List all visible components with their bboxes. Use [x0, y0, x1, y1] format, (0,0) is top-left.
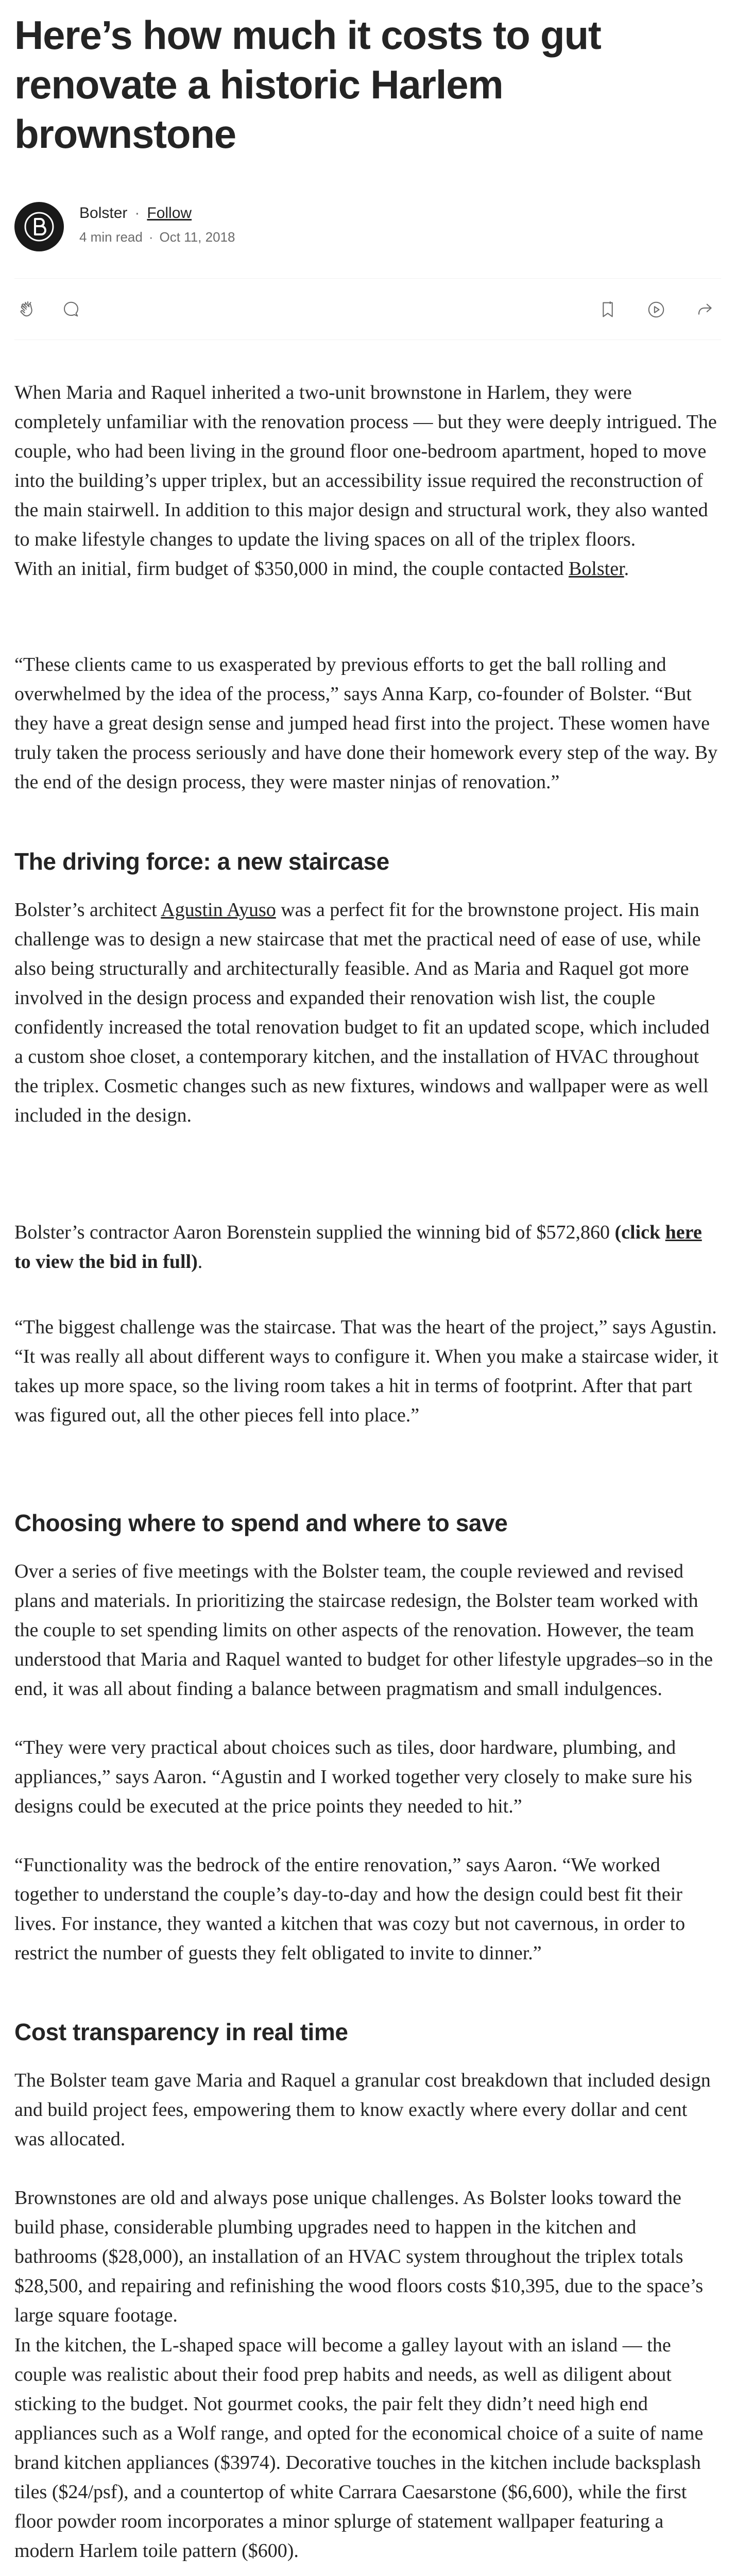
- separator-dot: ·: [148, 229, 153, 245]
- author-avatar[interactable]: [14, 202, 64, 251]
- quote-paragraph: “The biggest challenge was the staircase. That was the heart of the project,” says Agustin. “It was really all about different ways to configure it. When you make a staircase wider, it takes up more space, so the living room takes a hit in terms of footprint. After that part was figured out, all the other pieces fell into place.”: [14, 1316, 718, 1426]
- paragraph: [14, 1218, 721, 1277]
- section-heading: Cost transparency in real time: [14, 2019, 348, 2045]
- follow-button[interactable]: Follow: [147, 205, 192, 222]
- paragraph: [14, 895, 721, 1130]
- bolster-link[interactable]: Bolster: [568, 558, 624, 580]
- bookmark-icon[interactable]: [597, 299, 618, 320]
- paragraph: Brownstones are old and always pose unique challenges. As Bolster looks toward the build phase, considerable plumbing upgrades need to happen in the kitchen and bathrooms ($28,000), an installation of an HVAC system throughout the triplex totals $28,500, and repairing and refinishing the wood floors costs $10,395, due to the space’s large square footage.: [14, 2187, 704, 2326]
- byline: [14, 198, 721, 255]
- author-name[interactable]: Bolster: [79, 205, 128, 222]
- article-meta: [79, 228, 235, 246]
- paragraph: In the kitchen, the L-shaped space will become a galley layout with an island — the couple was realistic about their food prep habits and needs, as well as diligent about sticking to the budget. Not gourmet cooks, the pair felt they didn’t need high end appliances such as a Wolf range, and opted for the economical choice of a suite of name brand kitchen appliances ($3974). Decorative touches in the kitchen include backsplash tiles ($24/psf), and a countertop of white Carrara Caesarstone ($6,600), while the first floor powder room incorporates a minor splurge of statement wallpaper featuring a modern Harlem toile pattern ($600).: [14, 2334, 704, 2562]
- bid-callout-text: (click: [614, 1222, 665, 1243]
- paragraph-text: Bolster’s contractor Aaron Borenstein supplied the winning bid of $572,860: [14, 1222, 615, 1243]
- publish-date: Oct 11, 2018: [159, 229, 235, 245]
- separator-dot: ·: [134, 205, 140, 222]
- read-time: 4 min read: [79, 229, 143, 245]
- clap-icon[interactable]: [18, 299, 38, 320]
- paragraph-text: .: [624, 558, 629, 580]
- quote-paragraph: “These clients came to us exasperated by previous efforts to get the ball rolling and overwhelmed by the idea of the process,” says Anna Karp, co-founder of Bolster. “But they have a great design sense and jumped head first into the project. These women have truly taken the process seriously and have done their homework every step of the way. By the end of the design process, they were master ninjas of renovation.”: [14, 654, 718, 793]
- paragraph: Over a series of five meetings with the Bolster team, the couple reviewed and revised plans and materials. In prioritizing the staircase redesign, the Bolster team worked with the couple to set spending limits on other aspects of the renovation. However, the team understood that Maria and Raquel wanted to budget for other lifestyle upgrades–so in the end, it was all about finding a balance between pragmatism and small indulgences.: [14, 1561, 713, 1700]
- author-line: [79, 203, 192, 224]
- view-bid-link[interactable]: here: [665, 1222, 702, 1243]
- paragraph-text: was a perfect fit for the brownstone project. His main challenge was to design a new staircase that met the practical need of ease of use, while also being structurally and architecturally feasible. And as Maria and Raquel got more involved in the design process and expanded their renovation wish list, the couple confidently increased the total renovation budget to fit an updated scope, which included a custom shoe closet, a contemporary kitchen, and the installation of HVAC throughout the triplex. Cosmetic changes such as new fixtures, windows and wallpaper were as well included in the design.: [14, 899, 710, 1126]
- quote-paragraph: “They were very practical about choices such as tiles, door hardware, plumbing, and appliances,” says Aaron. “Agustin and I worked together very closely to make sure his designs could be executed at the price points they needed to hit.”: [14, 1737, 692, 1817]
- section-heading: Choosing where to spend and where to save: [14, 1510, 508, 1536]
- play-icon[interactable]: [646, 299, 666, 320]
- architect-link[interactable]: Agustin Ayuso: [161, 899, 276, 921]
- paragraph: The Bolster team gave Maria and Raquel a granular cost breakdown that included design and build project fees, empowering them to know exactly where every dollar and cent was allocated.: [14, 2070, 711, 2150]
- bolster-logo-icon: [24, 211, 55, 242]
- paragraph-text: .: [197, 1251, 203, 1273]
- paragraph: When Maria and Raquel inherited a two-unit brownstone in Harlem, they were completely unfamiliar with the renovation process — but they were deeply intrigued. The couple, who had been living in the ground floor one-bedroom apartment, hoped to move into the building’s upper triplex, but an accessibility issue required the reconstruction of the main stairwell. In addition to this major design and structural work, they also wanted to make lifestyle changes to update the living spaces on all of the triplex floors.: [14, 382, 717, 550]
- comment-icon[interactable]: [61, 299, 81, 320]
- bid-callout-text: to view the bid in full): [14, 1251, 198, 1273]
- section-heading: The driving force: a new staircase: [14, 848, 389, 875]
- top-action-bar: [14, 278, 721, 340]
- quote-paragraph: “Functionality was the bedrock of the entire renovation,” says Aaron. “We worked together to understand the couple’s day-to-day and how the design could best fit their lives. For instance, they wanted a kitchen that was cozy but not cavernous, in order to restrict the number of guests they felt obligated to invite to dinner.”: [14, 1854, 686, 1964]
- article-title: Here’s how much it costs to gut renovate a historic Harlem brownstone: [14, 12, 601, 157]
- paragraph: [14, 554, 721, 584]
- paragraph-text: With an initial, firm budget of $350,000 in mind, the couple contacted: [14, 558, 569, 580]
- paragraph-text: Bolster’s architect: [14, 899, 161, 921]
- share-icon[interactable]: [694, 299, 715, 320]
